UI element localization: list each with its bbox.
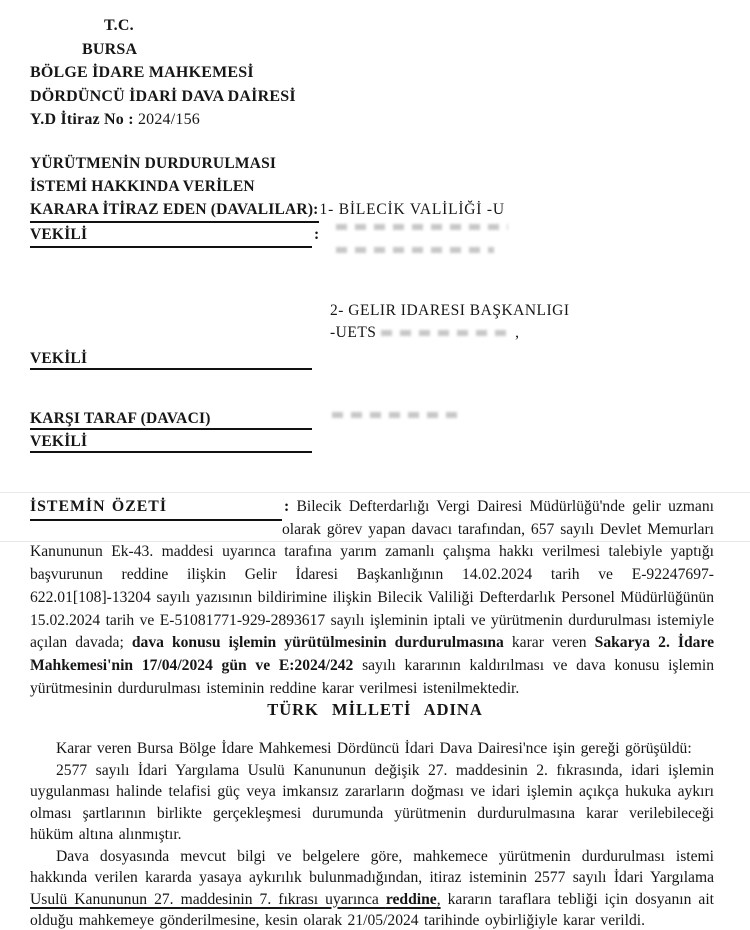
summary-bold-court-ref: Sakarya 2. İdare Mahkemesi'nin 17/04/2024 gün ve E:2024/242	[30, 634, 715, 674]
decision-paragraph-1: Karar veren Bursa Bölge İdare Mahkemesi Dördüncü İdari Dava Dairesi'nce işin gereği görüşüldü:	[56, 740, 692, 757]
defendant-1-name: 1- BİLECİK VALİLİĞİ -U	[319, 201, 505, 218]
subject-line-1: YÜRÜTMENİN DURDURULMASI	[30, 155, 277, 172]
summary-text: karar veren	[503, 634, 595, 652]
redacted-text	[336, 224, 508, 230]
summary-label: İSTEMİN ÖZETİ	[30, 496, 282, 521]
summary-text: Bilecik Defterdarlığı Vergi Dairesi Müdürlüğü'nde gelir uzmanı olarak görev yapan davacı tarafından, 657 sayılı Devlet Memurları Kanununun Ek-43. maddesi uyarınca tarafına yarım zamanlı çalışma hakkı verilmesi talebiyle yaptığı başvurunun reddine ilişkin Gelir İdaresi Başkanlığının 14.02.2024 tarih ve E-92247697-622.01[108]-13204 sayılı yazısının bildirimine ilişkin Bilecik Valiliği Defterdarlık Personel Müdürlüğünün 15.02.2024 tarih ve E-51081771-929-2893617 sayılı işleminin iptali ve yürütmenin durdurulması istemiyle açılan davada;	[30, 498, 714, 652]
summary-bold-clause: dava konusu işlemin yürütülmesinin durdurulmasına	[131, 634, 504, 652]
decision-paragraph-3	[30, 846, 714, 930]
decision-operative-word: reddine	[385, 890, 437, 908]
defendant-2-comma: ,	[515, 324, 520, 341]
scan-artifact-line	[0, 492, 750, 493]
header-republic: T.C.	[104, 17, 134, 34]
redacted-text	[381, 330, 511, 336]
appellant-label: KARARA İTİRAZ EDEN (DAVALILAR):	[30, 198, 319, 223]
defendant-2-block	[330, 300, 570, 344]
defendant-2-name: 2- GELIR IDARESI BAŞKANLIGI	[330, 302, 570, 319]
decision-text: kararın taraflara tebliği için dosyanın ait olduğu mahkemeye gönderilmesine, kesin olarak 21/05/2024 tarihinde oybirliğiyle karar verildi.	[30, 890, 714, 929]
decision-body	[30, 738, 714, 930]
attorney-1-colon: :	[314, 226, 320, 243]
case-number-label: Y.D İtiraz No :	[30, 111, 134, 128]
decision-text: Dava dosyasında mevcut bilgi ve belgelere göre, mahkemece yürütmenin durdurulması istemi hakkında verilen kararda yasaya aykırılık bulunmadığından, itiraz isteminin 2577 sayılı İdari Yargılama	[30, 847, 714, 886]
attorney-2-label: VEKİLİ	[30, 350, 312, 370]
court-header	[30, 14, 296, 132]
summary-text: sayılı kararının kaldırılması ve dava konusu işlemin yürütmesinin durdurulması isteminin reddine karar verilmesi istenilmektedir.	[30, 656, 715, 697]
attorney-1-label: VEKİLİ	[30, 223, 312, 248]
subject-section	[30, 152, 714, 248]
redacted-text	[336, 247, 494, 253]
request-summary-paragraph	[30, 496, 714, 700]
case-number-line	[30, 108, 296, 132]
defendant-2-uets: -UETS	[330, 324, 377, 341]
attorney-2-row	[30, 350, 312, 370]
attorney-3-row	[30, 433, 312, 453]
header-court-name: BÖLGE İDARE MAHKEMESİ	[30, 64, 254, 81]
attorney-3-label: VEKİLİ	[30, 433, 312, 453]
opposing-party-label: KARŞI TARAF (DAVACI)	[30, 410, 312, 430]
redacted-text	[332, 412, 464, 418]
decision-heading: TÜRK MİLLETİ ADINA	[267, 700, 483, 719]
opposing-party-row	[30, 410, 312, 430]
decision-underlined-comma: ,	[436, 890, 441, 908]
defendant-2-address-line	[330, 322, 570, 344]
subject-line-2: İSTEMİ HAKKINDA VERİLEN	[30, 178, 255, 195]
decision-underlined-clause: Usulü Kanununun 27. maddesinin 7. fıkrası uyarınca	[30, 890, 386, 908]
header-city: BURSA	[82, 40, 138, 58]
case-number-value: 2024/156	[137, 111, 200, 128]
header-chamber-name: DÖRDÜNCÜ İDARİ DAVA DAİRESİ	[30, 87, 296, 105]
appellant-row	[30, 198, 714, 223]
request-summary-section	[30, 496, 714, 700]
summary-colon: :	[284, 498, 290, 515]
decision-paragraph-2: 2577 sayılı İdari Yargılama Usulü Kanununun değişik 27. maddesinin 2. fıkrasında, idari işlemin uygulanması halinde telafisi güç veya imkansız zararların doğması ve idari işlemin açıkça hukuka aykırı olması şartlarının birlikte gerçekleşmesi durumunda yürütmenin durdurulmasına karar verilebileceği hüküm altına alınmıştır.	[30, 761, 714, 843]
